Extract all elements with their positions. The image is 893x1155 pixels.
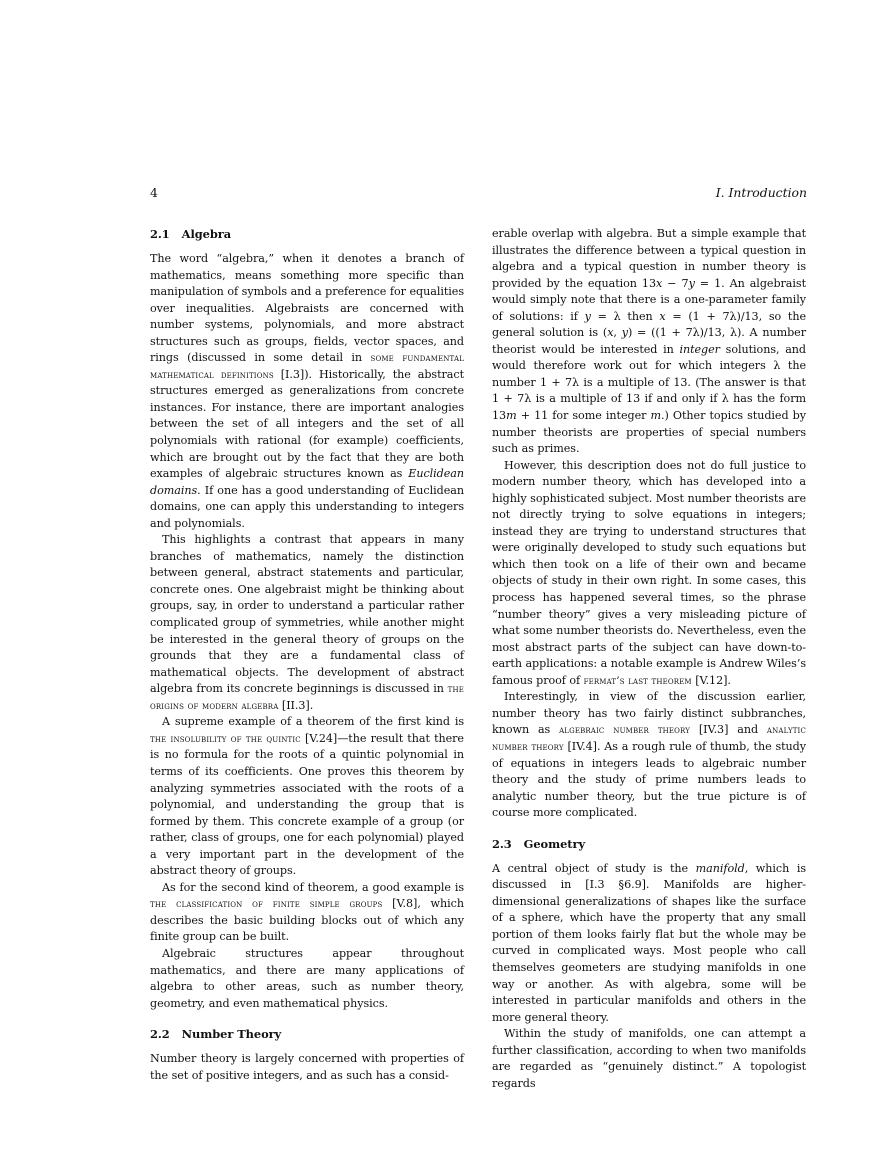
section-gap [492,822,806,836]
paragraph [150,880,464,946]
section-heading-number-theory [150,1026,464,1042]
text-run: + 11 for some integer [516,409,651,423]
paragraph [150,251,464,532]
cross-reference[interactable]: some fundamental mathematical definitions [150,352,464,381]
paragraph: Number theory is largely concerned with properties of the set of positive integers, and as such has a consid- [150,1052,464,1082]
text-run: [I.3]). Historically, the abstract structures emerged as generalizations from concrete instances. For instance, there are important analogies between the set of all integers and the set of all polynomials with rational (for example) coefficients, which are brought out by the fact that they are both examples of algebraic structures known as [150,367,464,481]
section-number: 2.2 [150,1027,170,1042]
cross-reference[interactable]: algebraic number theory [559,724,691,737]
text-run: erable overlap with algebra. But a simple example that illustrates the difference between a typical question in algebra and a typical question in number theory is provided by the equation 13 [492,227,806,290]
cross-reference[interactable]: analytic number theory [492,724,806,753]
cross-reference[interactable]: the origins of modern algebra [150,683,464,712]
running-head: I. Introduction [715,185,807,200]
math-variable: x [659,309,666,323]
section-heading-geometry [492,836,806,852]
text-run: ) = ((1 + 7λ)/13, λ). A number theorist would be interested in [492,326,807,356]
emphasis: manifold [695,861,745,875]
paragraph: Within the study of manifolds, one can attempt a further classification, according to when two manifolds are regarded as “genuinely distinct.” A topologist regards [492,1027,806,1090]
text-run: However, this description does not do full justice to modern number theory, which has developed into a highly sophisticated subject. Most number theorists are not directly trying to solve equations in integers; instead they are trying to understand structures that were originally developed to study such equations but which then took on a life of their own and became objects of study in their own right. In some cases, this process has happened several times, so the phrase “number theory” gives a very misleading picture of what some number theorists do. Nevertheless, even the most abstract parts of the subject can have down-to-earth applications: a notable example is Andrew Wiles’s famous proof of [492,458,806,687]
text-run: This highlights a contrast that appears in many branches of mathematics, namely the distinction between general, abstract statements and particular, concrete ones. One algebraist might be thinking about groups, say, in order to understand a particular rather complicated group of symmetries, while another might be interested in the general theory of groups on the grounds that they are a fundamental class of mathematical objects. The development of abstract algebra from its concrete beginnings is discussed in [150,533,464,696]
page-number: 4 [150,185,158,200]
paragraph [492,861,806,1026]
paragraph [492,226,806,458]
cross-reference[interactable]: fermat’s last theorem [583,674,692,687]
section-gap [150,1012,464,1026]
page-header [150,185,807,203]
text-run: = 1. An algebraist would simply note that there is a one-parameter family of solutions: if [492,276,806,323]
math-variable: m [506,409,517,423]
section-title: Algebra [181,227,232,241]
left-column [150,226,464,1084]
math-variable: x [656,276,663,290]
right-column [492,226,806,1092]
text-run: Interestingly, in view of the discussion earlier, number theory has two fairly distinct subbranches, known as [492,690,806,737]
text-run: − 7 [662,276,689,290]
paragraph [492,458,806,690]
text-run: = (1 + 7λ)/13, so the general solution is ( [492,309,806,340]
text-run: , [613,326,622,340]
emphasis: Euclidean domains [150,467,464,497]
text-run: [IV.3] and [690,723,767,737]
paragraph: Algebraic structures appear throughout mathematics, and there are many applications of algebra to other areas, such as number theory, geometry, and even mathematical physics. [150,946,464,1010]
text-run: solutions, and would therefore work out for which integers λ the number 1 + 7λ is a multiple of 13. (The answer is that 1 + 7λ is a multiple of 13 if and only if λ has the form 13 [492,342,807,423]
cross-reference[interactable]: the classification of finite simple groups [150,898,383,911]
text-run: .) Other topics studied by number theorists are properties of special numbers such as primes. [492,409,806,456]
text-run: [IV.4]. As a rough rule of thumb, the study of equations in integers leads to algebraic number theory and the study of prime numbers leads to analytic number theory, but the true picture is of course more complicated. [492,739,806,820]
text-run: [V.12]. [691,673,731,687]
text-run: [II.3]. [278,698,314,712]
text-run: As for the second kind of theorem, a good example is [162,880,464,894]
math-variable: y [621,326,628,340]
math-variable: y [688,276,695,290]
section-number: 2.3 [492,836,512,851]
paragraph [492,689,806,821]
text-run: = λ then [590,309,660,323]
text-run: A central object of study is the [492,861,696,875]
section-title: Number Theory [181,1027,282,1042]
text-run: The word “algebra,” when it denotes a branch of mathematics, means something more specific than manipulation of symbols and a preference for equalities over inequalities. Algebraists are concerned with number systems, polynomials, and more abstract structures such as groups, fields, vector spaces, and rings (discussed in some detail in [150,252,464,365]
math-variable: m [650,409,662,423]
section-title: Geometry [523,836,586,851]
section-number: 2.1 [150,227,170,241]
section-heading-algebra [150,226,464,242]
text-run: , which is discussed in [I.3 §6.9]. Manifolds are higher-dimensional generalizations of shapes like the surface of a sphere, which have the property that any small portion of them looks fairly flat but the whole may be curved in complicated ways. Most people who call themselves geometers are studying manifolds in one way or another. As with algebra, some will be interested in particular manifolds and others in the more general theory. [492,861,807,1024]
math-variable: x [607,326,614,340]
text-run: . If one has a good understanding of Euclidean domains, one can apply this understanding to integers and polynomials. [150,483,464,530]
cross-reference[interactable]: the insolubility of the quintic [150,732,301,745]
emphasis: integer [679,342,720,356]
text-run: A supreme example of a theorem of the first kind is [162,715,464,729]
text-run: [V.8], which describes the basic building blocks out of which any finite group can be built. [150,897,464,944]
paragraph [150,714,464,879]
text-run: [V.24]—the result that there is no formula for the roots of a quintic polynomial in terms of its coefficients. One proves this theorem by analyzing symmetries associated with the roots of a polynomial, and understanding the group that is formed by them. This concrete example of a group (or rather, class of groups, one for each polynomial) played a very important part in the development of the abstract theory of groups. [150,731,464,878]
paragraph [150,532,464,714]
math-variable: y [584,309,591,323]
